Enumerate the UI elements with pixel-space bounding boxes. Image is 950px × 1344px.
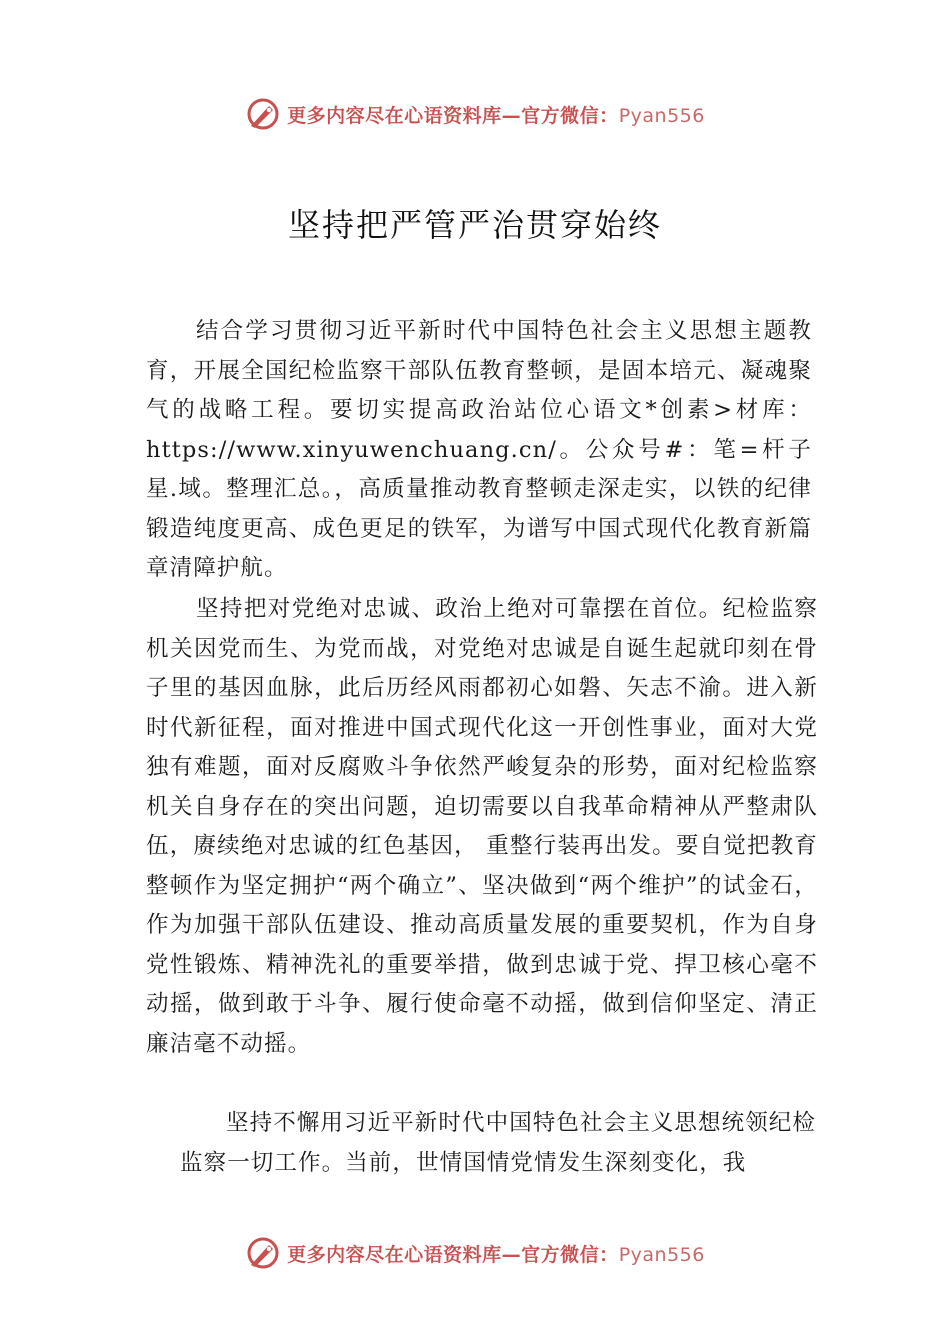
watermark-label: 更多内容尽在心语资料库	[287, 1243, 502, 1266]
watermark-banner-bottom	[0, 1233, 950, 1273]
watermark-wechat-id: Pyan556	[618, 1243, 705, 1266]
pen-nib-logo-icon	[245, 96, 281, 132]
watermark-text	[287, 101, 705, 128]
watermark-label: 更多内容尽在心语资料库	[287, 104, 502, 127]
body-paragraph-2: 坚持把对党绝对忠诚、政治上绝对可靠摆在首位。纪检监察机关因党而生、为党而战，对党绝对忠诚是自诞生起就印刻在骨子里的基因血脉，此后历经风雨都初心如磐、矢志不渝。进入新时代新征程，面对推进中国式现代化这一开创性事业，面对大党独有难题，面对反腐败斗争依然严峻复杂的形势，面对纪检监察机关自身存在的突出问题，迫切需要以自我革命精神从严整肃队伍，赓续绝对忠诚的红色基因， 重整行装再出发。要自觉把教育整顿作为坚定拥护“两个确立”、坚决做到“两个维护”的试金石，作为加强干部队伍建设、推动高质量发展的重要契机，作为自身党性锻炼、精神洗礼的重要举措，做到忠诚于党、捍卫核心毫不动摇，做到敢于斗争、履行使命毫不动摇，做到信仰坚定、清正廉洁毫不动摇。	[146, 596, 818, 1057]
pen-nib-logo-icon	[245, 1235, 281, 1271]
document-title: 坚持把严管严治贯穿始终	[287, 206, 662, 244]
watermark-wechat-label: 官方微信：	[521, 1243, 619, 1266]
watermark-text	[287, 1240, 705, 1267]
watermark-separator: —	[501, 1243, 522, 1266]
body-paragraph-1: 结合学习贯彻习近平新时代中国特色社会主义思想主题教育，开展全国纪检监察干部队伍教育整顿，是固本培元、凝魂聚气的战略工程。要切实提高政治站位心语文*创素>材库：https://www.xinyuwenchuang.cn/。公众号#：笔=杆子星.域。整理汇总。，高质量推动教育整顿走深走实，以铁的纪律锻造纯度更高、成色更足的铁军，为谱写中国式现代化教育新篇章清障护航。	[146, 318, 812, 581]
body-paragraph-3: 坚持不懈用习近平新时代中国特色社会主义思想统领纪检监察一切工作。当前，世情国情党情发生深刻变化，我	[180, 1110, 817, 1176]
watermark-separator: —	[501, 104, 522, 127]
watermark-wechat-id: Pyan556	[618, 104, 705, 127]
watermark-banner-top	[0, 94, 950, 134]
watermark-wechat-label: 官方微信：	[521, 104, 619, 127]
